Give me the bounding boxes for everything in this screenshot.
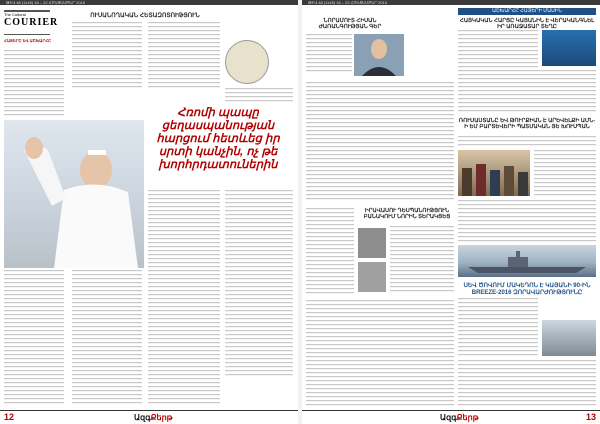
- left-date-strip: ԹԻՎ 48 (1145) 16 – 22 ՀՈԿՏԵՄԲԵՐ 2015: [0, 0, 298, 5]
- right-logo-text: Ազգ: [440, 413, 457, 422]
- right-heading-right-1: ՀԱՅԿԱԿԱՆ ՀԱՐՑԸ ԿԱՅԱՆԻՆ Է ՎԵՐԱԿԱՆԳՆԵԼ ԻՐ ԱՌԱՋԱՏԱՐ ՏԵՂԸ: [459, 18, 595, 30]
- right-heading-right-3: ՍԵՎ ԾՈՎՈՒՄ ՄԱԿԵԴՈՆ Է ԿԱՅԱՆԻ 90-ԻՆ BREEZE-2016 ԶՈՐԱՎԱՐԺՈՒԹՅՈՒՆԸ: [463, 283, 591, 296]
- main-headline: Հռոմի պապը ցեղասպանության հարցում հետևեց իր սրտի կանչին, ոչ թե խորհրդատուներին: [156, 106, 280, 171]
- left-footer: [0, 410, 298, 424]
- right-text-lines: [302, 0, 600, 424]
- right-heading-1: ՆՈՐԱՄՈՒՏ ՀԻՍԱՆ ԺԱՌԱՆԳՈՒԹՅԱՆ ԳԵՐ: [318, 18, 382, 30]
- left-page-number: 12: [4, 412, 15, 422]
- right-logo: [440, 413, 479, 422]
- right-heading-right-2: ՌՈՒՍԱՍՏԱՆԸ ԵՎ ԹՈՒՐՔԻԱՆ Է ԱՐԵՎԵԼՔԻ ԱՄՆ-Ի ԵՄ ԲԱՐՏԵՎԵՐԻ ՊԱՏՄԱԿԱՆ ՅԵ ԽՈՒՍՊԱՆ: [458, 118, 596, 130]
- left-page: [0, 0, 298, 424]
- left-top-headline: ՈՒՍԱՆՈՂԱԿԱՆ ՀԵՏԱԶՈՏՈՒԹՅՈՒՆ: [90, 13, 200, 19]
- right-section-banner: ԱՇԽԱՐՀԸ ՀԱՅԵՐԻ ՄԱՍԻՆ: [458, 8, 596, 15]
- courier-small: The Cultural: [4, 12, 26, 17]
- right-heading-2: ԻՐԱՎԱՍՈՒ ԴԵՍՊԱՆՈՒԹՅՈՒՆ ԲԱՆԱԿՈՒՄ ՆՈՐԻՆ ՏԵՐԱԿՑԵՑ: [363, 208, 451, 220]
- right-page: [302, 0, 600, 424]
- left-logo-suffix: Քերթ: [150, 413, 173, 422]
- left-logo: [134, 413, 173, 422]
- pope-photo: [4, 120, 144, 268]
- section-label: ՀԱՅԵՐԸ ԵՎ ԱՇԽԱՐՀԸ: [4, 38, 52, 43]
- right-date-strip: ԹԻՎ 48 (1145) 16 – 22 ՀՈԿՏԵՄԲԵՐ 2015: [302, 0, 600, 5]
- main-headline-box: [148, 92, 288, 186]
- pope-figure: [4, 120, 144, 268]
- right-logo-suffix: Քերթ: [456, 413, 479, 422]
- left-logo-text: Ազգ: [134, 413, 151, 422]
- courier-title: COURIER: [4, 17, 59, 28]
- right-footer: [302, 410, 600, 424]
- right-page-number: 13: [585, 412, 596, 422]
